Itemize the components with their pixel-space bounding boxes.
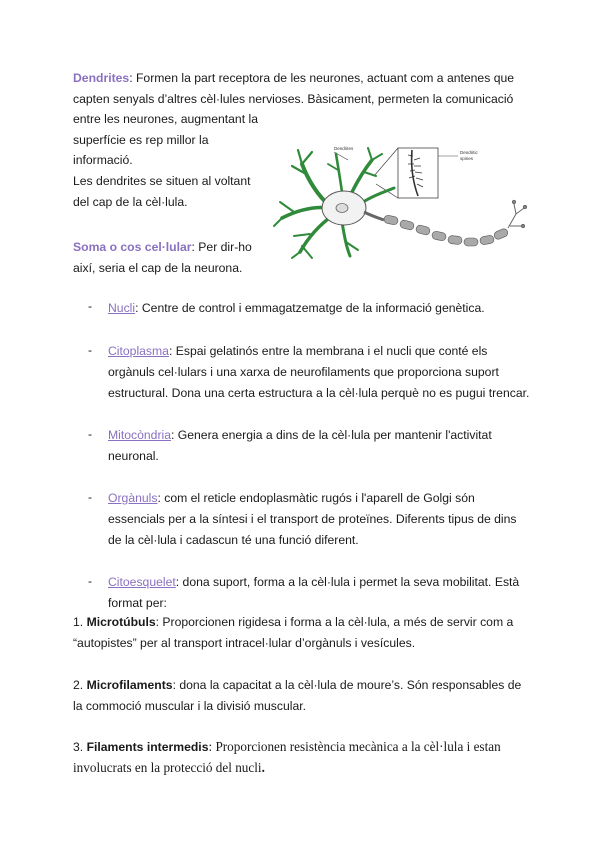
organuls-text-1: : com el reticle endoplasmàtic rugós i l'aparell de Golgi són [157,491,475,505]
organuls-line-1 [108,488,548,509]
dendrites-text-4: superfície es rep millor la [73,132,209,147]
bullet-dash-organuls: - [88,490,93,504]
citoplasma-link[interactable]: Citoplasma [108,344,169,358]
mitocondria-text-2: neuronal. [108,448,159,463]
microtubuls-term: Microtúbuls [86,615,156,629]
organuls-link[interactable]: Orgànuls [108,491,158,505]
soma-text-1: : Per dir-ho [191,240,252,254]
microtubuls-text-1: : Proporcionen rigidesa i forma a la cèl·lula, a més de servir com a [155,615,514,629]
label-spines-1: Dendritic [460,150,478,155]
mitocondria-link[interactable]: Mitocòndria [108,428,171,442]
filaments-number: 3. [73,740,87,754]
label-spines-2: spines [460,156,474,161]
bullet-dash-citoesquelet: - [88,574,93,588]
filaments-text-2: involucrats en la protecció del nucli [73,759,262,775]
dendrites-text-3: entre les neurones, augmentant la [73,112,258,127]
dendrites-text-7: del cap de la cèl·lula. [73,194,188,209]
dendrites-text-1: : Formen la part receptora de les neurones, actuant com a antenes que [129,71,515,85]
bullet-nucli [108,298,548,319]
microfilaments-text-1: : dona la capacitat a la cèl·lula de moure’s. Són responsables de [172,678,522,692]
dendrites-line-1 [73,68,543,89]
item-microtubuls [73,612,543,653]
bullet-dash-mitocondria: - [88,427,93,441]
bullet-dash-citoplasma: - [88,343,93,357]
nucli-text-1: : Centre de control i emmagatzematge de la informació genètica. [135,301,485,315]
dendrites-text-2: capten senyals d’altres cèl·lules nervioses. Bàsicament, permeten la comunicació [73,91,514,106]
label-dendritic: Dendrites [334,146,354,151]
zoom-box [398,148,438,198]
nucli-line-1 [108,298,548,319]
citoesquelet-text-2: format per: [108,595,167,610]
microfilaments-number: 2. [73,678,87,692]
organuls-text-2: essencials per a la síntesi i el transport de proteïnes. Diferents tipus de dins [108,511,517,526]
microfilaments-text-2: la commoció muscular i la divisió muscular. [73,698,306,713]
bullet-mitocondria [108,425,548,467]
citoplasma-text-1: : Espai gelatinós entre la membrana i el nucli que conté els [168,344,488,358]
bullet-citoesquelet [108,572,548,614]
dendrites-text-5: informació. [73,153,133,168]
dendrites-text-6: Les dendrites se situen al voltant [73,173,251,188]
item-microfilaments [73,675,543,716]
axon-hillock [364,212,384,220]
nucleus [336,204,348,213]
item-filaments-intermedis [73,737,553,778]
bullet-organuls [108,488,548,550]
filaments-text-2-end: . [261,759,265,775]
citoesquelet-line-1 [108,572,548,593]
citoplasma-line-1 [108,341,548,362]
nucli-link[interactable]: Nucli [108,301,136,315]
neuron-illustration [272,130,528,260]
filaments-line-2 [73,758,553,779]
citoesquelet-link[interactable]: Citoesquelet [108,575,176,589]
filaments-term: Filaments intermedis [86,740,209,754]
soma-paragraph [73,237,293,278]
citoplasma-text-2: orgànuls cel·lulars i una xarxa de neurofilaments que proporciona suport [108,364,499,379]
myelin-sheath [383,215,509,246]
mitocondria-text-1: : Genera energia a dins de la cèl·lula per mantenir l'activitat [171,428,492,442]
microtubuls-text-2: “autopistes” per al transport intracel·lular d’orgànuls i vesícules. [73,635,416,650]
soma-line-1 [73,237,293,258]
microfilaments-line-1 [73,675,543,696]
dendrites-term: Dendrites [73,71,130,85]
zoom-line-top [374,148,398,176]
soma-term: Soma o cos cel·lular [73,240,192,254]
microfilaments-term: Microfilaments [86,678,173,692]
microtubuls-line-1 [73,612,543,633]
soma-text-2: així, seria el cap de la neurona. [73,260,243,275]
organuls-text-3: de la cèl·lula i cadascun té una funció diferent. [108,532,359,547]
axon-terminals [508,200,527,228]
filaments-line-1 [73,737,553,758]
filaments-text-1: : Proporcionen resistència mecànica a la cèl·lula i estan [208,739,501,754]
bullet-citoplasma [108,341,548,403]
mitocondria-line-1 [108,425,548,446]
citoplasma-text-3: estructural. Dona una certa estructura a la cèl·lula perquè no es pugui trencar. [108,385,530,400]
bullet-dash-nucli: - [88,299,93,313]
microtubuls-number: 1. [73,615,87,629]
citoesquelet-text-1: : dona suport, forma a la cèl·lula i permet la seva mobilitat. Està [175,575,520,589]
